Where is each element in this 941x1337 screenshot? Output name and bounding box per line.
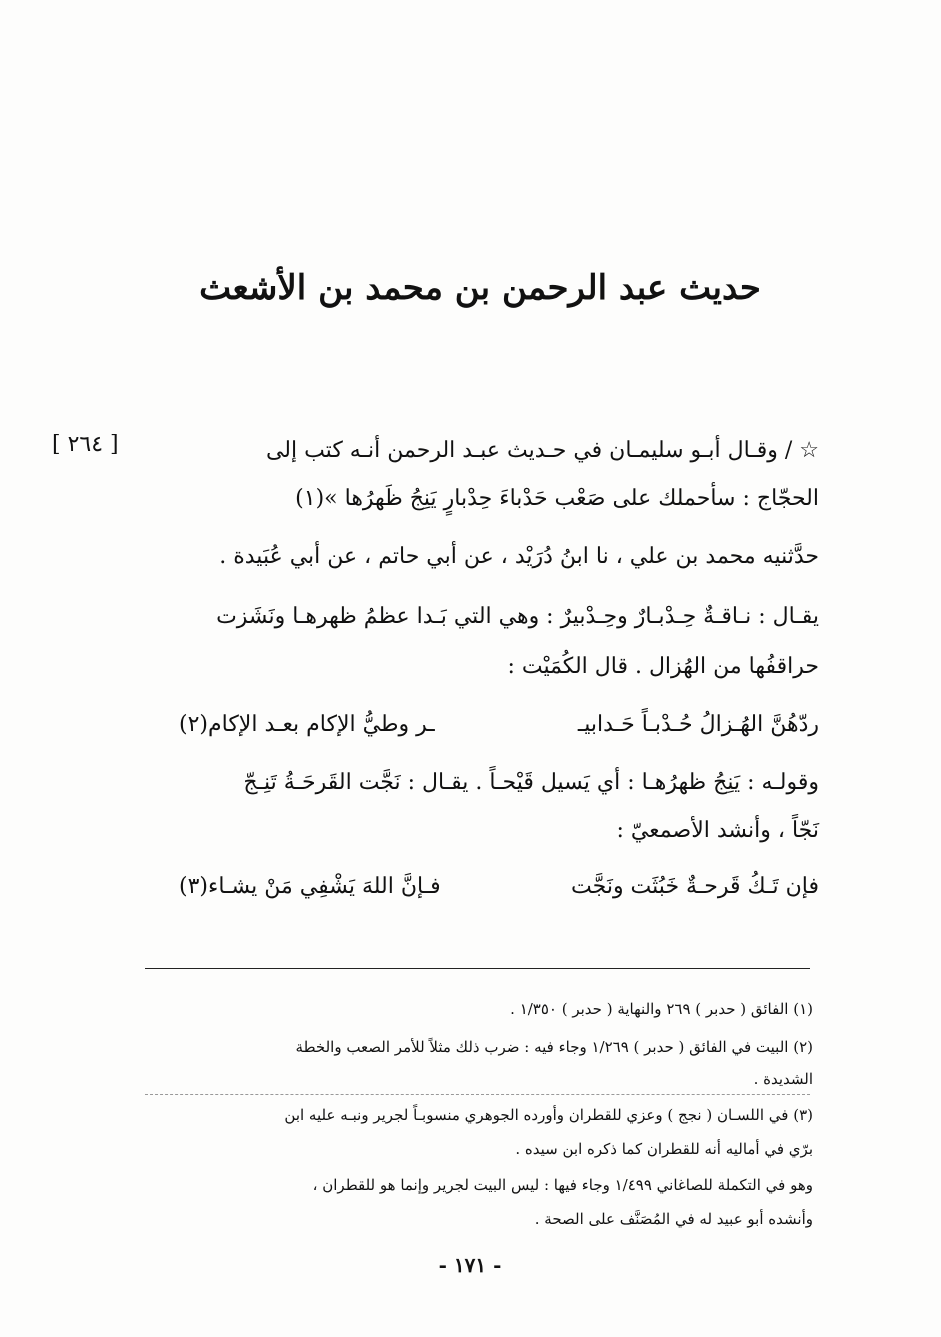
footnote-line: وأنشده أبو عبيد له في المُصَنَّف على الصحة . — [534, 1210, 813, 1228]
footnote-line: برّي في أماليه أنه للقطران كما ذكره ابن سيده . — [515, 1140, 813, 1158]
verse-hemistich-first: فإن تَـكُ قَرحـةٌ خَبُثَت ونَجَّت — [571, 874, 819, 899]
footnote-line: (٣) في اللسـان ( نجج ) وعزي للقطران وأورده الجوهري منسوبـاً لجرير ونبـه عليه ابن — [284, 1106, 813, 1124]
footnote-separator — [145, 968, 810, 969]
footnote-line: (٢) البيت في الفائق ( حدبر ) ١/٢٦٩ وجاء فيه : ضرب ذلك مثلاً للأمر الصعب والخطة — [295, 1038, 813, 1056]
body-line: حدَّثنيه محمد بن علي ، نا ابنُ دُرَيْد ، عن أبي حاتم ، عن أبي عُبَيدة . — [219, 544, 819, 569]
footnote-dotted-separator — [145, 1094, 810, 1095]
verse-line — [179, 874, 819, 900]
verse-hemistich-second: فـإنَّ اللهَ يَشْفِي مَنْ يشـاء(٣) — [179, 874, 441, 899]
page-title: حديث عبد الرحمن بن محمد بن الأشعث — [199, 268, 761, 308]
verse-line — [179, 712, 819, 738]
footnote-line: الشديدة . — [753, 1070, 813, 1088]
body-line: وقولـه : يَنِجُ ظهرُهـا : أي يَسيل قَيْحـاً . يقـال : نَجَّت القَرحَـةُ تَنِـجّ — [243, 770, 819, 795]
body-line: الحجّاج : سأحملك على صَعْب حَدْباءَ حِدْبارٍ يَنِجُ ظَهرُها »(١) — [295, 486, 819, 511]
body-line: يقـال : نـاقـةٌ حِـدْبـارٌ وحِـدْبيرٌ : وهي التي بَـدا عظمُ ظهرهـا ونَشَزت — [216, 604, 819, 629]
body-line: حراقفُها من الهُزال . قال الكُمَيْت : — [507, 654, 819, 679]
footnote-line: وهو في التكملة للصاغاني ١/٤٩٩ وجاء فيها : ليس البيت لجرير وإنما هو للقطران ، — [312, 1176, 813, 1194]
page-marker: [ ٢٦٤ ] — [52, 432, 119, 457]
body-line: ☆ / وقـال أبـو سليمـان في حـديث عبـد الرحمن أنـه كتب إلى — [265, 438, 819, 463]
body-line: نَجّاً ، وأنشد الأصمعيّ : — [616, 818, 819, 843]
footnote-line: (١) الفائق ( حدبر ) ٢٦٩ والنهاية ( حدبر ) ١/٣٥٠ . — [510, 1000, 813, 1018]
verse-hemistich-first: ردّهُنَّ الهُـزالُ حُـدْبـاً حَـدابيـ — [577, 712, 819, 737]
page-number: - ١٧١ - — [438, 1253, 502, 1277]
verse-hemistich-second: ـر وطيُّ الإكام بعـد الإكام(٢) — [179, 712, 435, 737]
